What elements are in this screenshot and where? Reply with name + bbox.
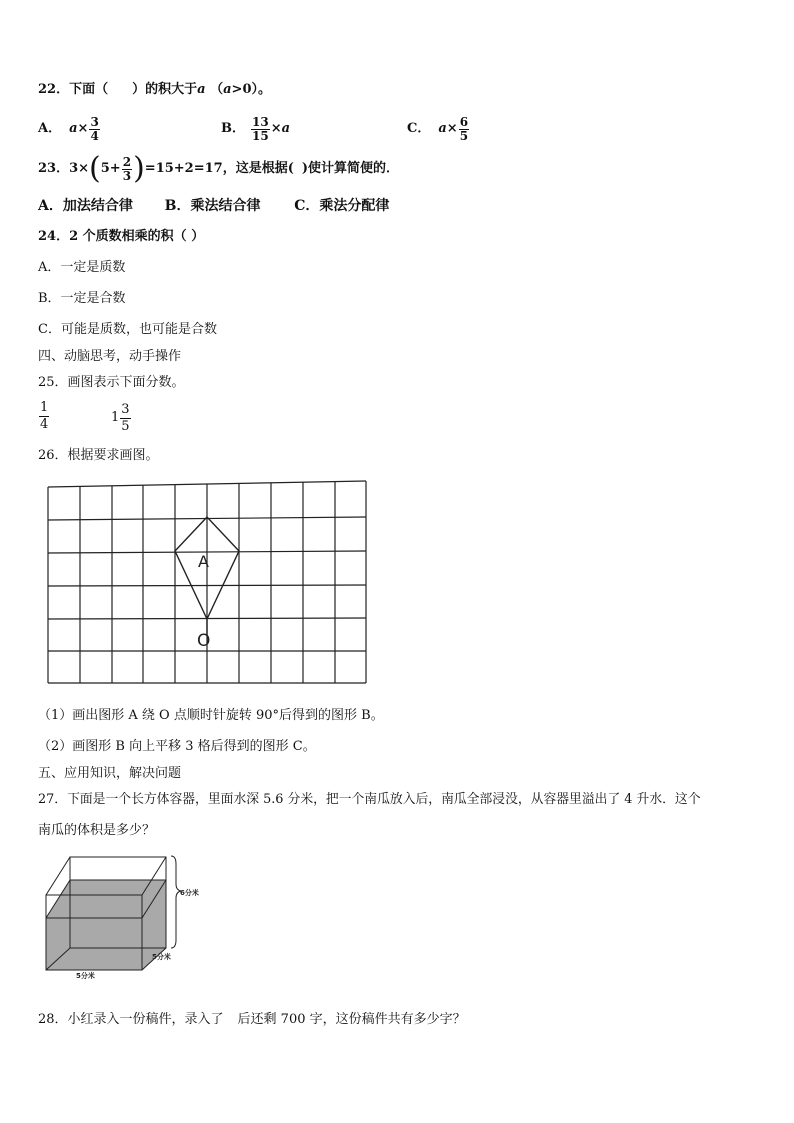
q22-option-c-var: a — [438, 121, 447, 136]
q22-option-b-op: × — [270, 121, 282, 136]
depth-label: 5分米 — [152, 953, 171, 961]
q23-option-a: A．加法结合律 — [38, 198, 133, 214]
q26-stem: 26．根据要求画图。 — [38, 448, 159, 463]
q22-option-c — [407, 110, 470, 148]
section-4-heading: 四、动脑思考，动手操作 — [38, 349, 182, 364]
q22-option-b-label: B． — [221, 121, 245, 136]
q23-expr-a: 3× — [69, 161, 90, 176]
q27-container-figure — [40, 850, 210, 980]
q22-option-a-label: A． — [38, 121, 62, 136]
q25-f2-whole: 1 — [111, 410, 120, 425]
q22-cond-var: a — [223, 82, 232, 97]
q22-option-a-var: a — [69, 121, 78, 136]
q22-option-b-den: 15 — [252, 128, 269, 143]
q24-option-a: A．一定是质数 — [38, 260, 126, 275]
q22-option-c-den: 5 — [459, 128, 469, 143]
q22-num: 22． — [38, 82, 70, 97]
q22-option-a-fraction — [89, 116, 99, 143]
q25-f1-num: 1 — [40, 400, 49, 415]
height-brace — [171, 856, 181, 948]
q22-stem-a: 下面（ — [69, 82, 109, 97]
q23-frac-den: 3 — [122, 168, 132, 183]
q23-fraction — [122, 156, 132, 183]
q22-option-a — [38, 110, 101, 148]
q26-sub2: （2）画图形 B 向上平移 3 格后得到的图形 C。 — [38, 739, 316, 754]
q23-option-b: B．乘法结合律 — [164, 198, 261, 214]
q22-stem-b: ）的积大于 — [132, 82, 198, 97]
width-label: 5分米 — [76, 972, 95, 980]
q23-expr-c: =15+2=17，这是根据( — [144, 161, 294, 176]
q22-cond-a: （ — [210, 82, 224, 97]
q22-stem — [38, 81, 271, 99]
water-fill — [46, 880, 166, 970]
q22-option-a-num: 3 — [90, 114, 99, 129]
q28-stem-b: 后还剩 700 字，这份稿件共有多少字？ — [237, 1012, 466, 1027]
q24-option-b: B．一定是合数 — [38, 291, 126, 306]
q22-option-c-num: 6 — [459, 114, 469, 129]
grid-lines — [48, 481, 366, 683]
q23-expr-b: 5+ — [100, 161, 121, 176]
q28-stem — [38, 1011, 466, 1029]
q26-grid-figure — [40, 478, 380, 688]
q27-line1: 27．下面是一个长方体容器，里面水深 5.6 分米，把一个南瓜放入后，南瓜全部浸没，从容器里溢出了 4 升水．这个 — [38, 792, 701, 807]
q22-var: a — [197, 82, 206, 97]
q23-option-c: C．乘法分配律 — [294, 198, 390, 214]
q22-option-a-den: 4 — [90, 128, 99, 143]
right-paren: ) — [133, 151, 145, 186]
q22-option-c-op: × — [446, 121, 458, 136]
q23-options — [38, 197, 389, 215]
q22-option-b-var: a — [281, 121, 291, 136]
q23-stem — [38, 150, 399, 188]
q22-option-a-op: × — [77, 121, 89, 136]
q23-expr-d: )使计算简便的． — [301, 161, 400, 176]
q23-num: 23． — [38, 161, 70, 176]
section-5-heading: 五、应用知识，解决问题 — [38, 766, 182, 781]
q25-fraction-1 — [38, 400, 50, 433]
q25-f2-num: 3 — [121, 401, 130, 417]
left-paren: ( — [89, 151, 101, 186]
q22-option-b-num: 13 — [252, 114, 269, 129]
q22-cond-b: >0）。 — [231, 82, 271, 97]
q26-sub1: （1）画出图形 A 绕 O 点顺时针旋转 90°后得到的图形 B。 — [38, 708, 384, 723]
q25-f2-den: 5 — [121, 418, 130, 434]
q24-stem: 24．2 个质数相乘的积（ ） — [38, 229, 205, 244]
q25-fraction-2 — [111, 400, 132, 436]
q28-stem-a: 28．小红录入一份稿件，录入了 — [38, 1012, 224, 1027]
label-o: O — [197, 631, 211, 651]
q22-option-b-fraction — [251, 116, 270, 143]
q22-option-c-label: C． — [407, 121, 431, 136]
q22-option-c-fraction — [459, 116, 469, 143]
q27-line2: 南瓜的体积是多少？ — [38, 823, 156, 838]
q25-stem: 25．画图表示下面分数。 — [38, 375, 185, 390]
q24-option-c: C．可能是质数，也可能是合数 — [38, 322, 217, 337]
label-a: A — [198, 552, 209, 571]
height-label: 6分米 — [180, 889, 199, 897]
q25-f1-den: 4 — [40, 417, 49, 432]
q23-frac-num: 2 — [122, 154, 132, 169]
q22-option-b — [221, 110, 290, 148]
